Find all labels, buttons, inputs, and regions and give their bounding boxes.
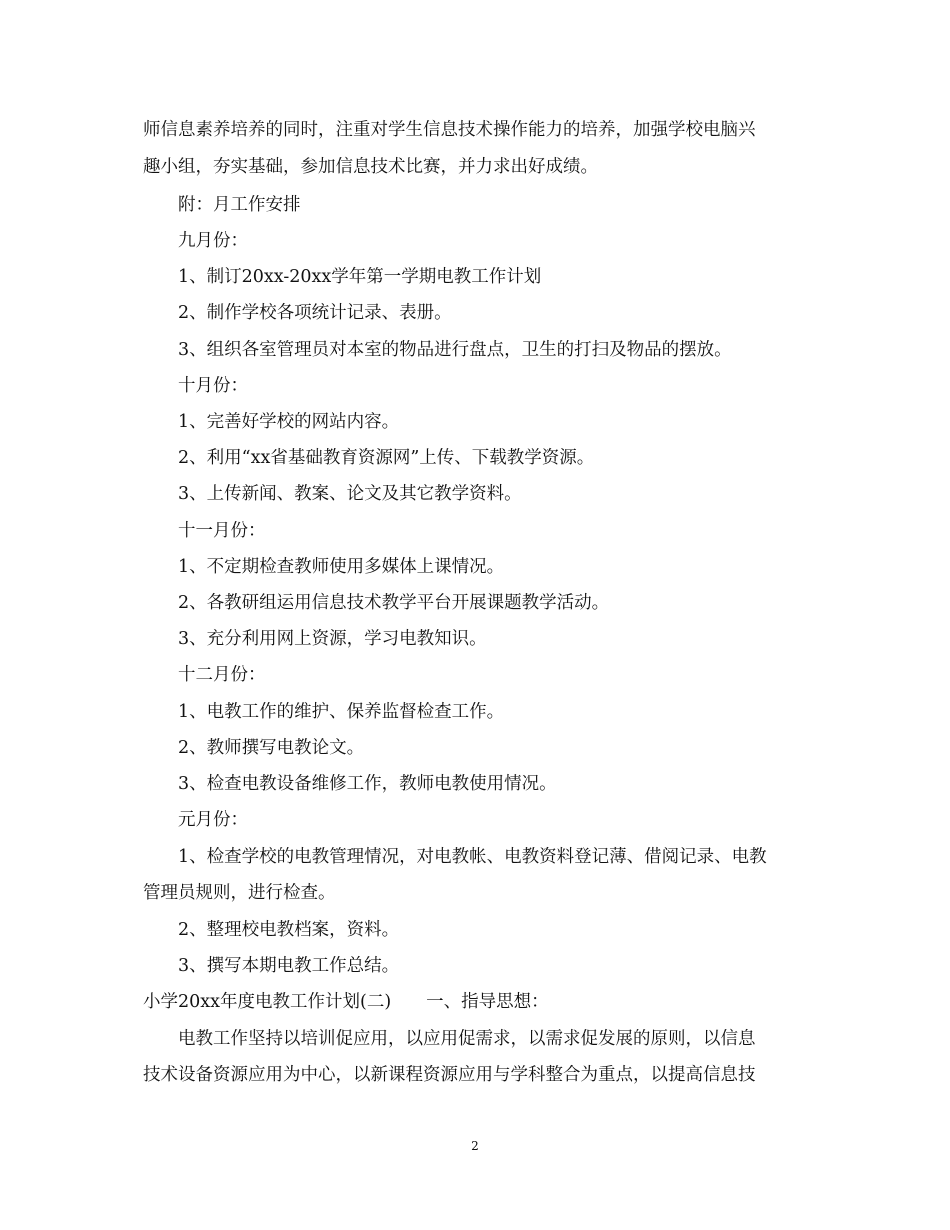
text-line: 电教工作坚持以培训促应用，以应用促需求，以需求促发展的原则，以信息 (178, 1029, 756, 1049)
text-line: 十月份： (178, 376, 248, 396)
text-line: 2、制作学校各项统计记录、表册。 (178, 303, 452, 323)
text-line: 1、检查学校的电教管理情况，对电教帐、电教资料登记薄、借阅记录、电教 (178, 847, 767, 867)
text-line: 管理员规则，进行检查。 (143, 883, 336, 903)
text-line: 2、利用“xx省基础教育资源网”上传、下载教学资源。 (178, 448, 595, 468)
text-line: 3、撰写本期电教工作总结。 (178, 956, 400, 976)
text-line: 趣小组，夯实基础，参加信息技术比赛，并力求出好成绩。 (143, 157, 598, 177)
text-line: 2、教师撰写电教论文。 (178, 738, 365, 758)
text-line: 技术设备资源应用为中心，以新课程资源应用与学科整合为重点，以提高信息技 (143, 1065, 756, 1085)
text-line: 2、各教研组运用信息技术教学平台开展课题教学活动。 (178, 593, 610, 613)
text-line: 1、不定期检查教师使用多媒体上课情况。 (178, 557, 505, 577)
text-line: 2、整理校电教档案，资料。 (178, 920, 400, 940)
section-heading: 小学20xx年度电教工作计划(二) 一、指导思想： (143, 992, 549, 1012)
text-line: 1、电教工作的维护、保养监督检查工作。 (178, 702, 505, 722)
text-line: 1、完善好学校的网站内容。 (178, 412, 400, 432)
text-line: 元月份： (178, 810, 248, 830)
text-line: 十一月份： (178, 521, 266, 541)
page-number: 2 (471, 1139, 479, 1153)
text-line: 3、组织各室管理员对本室的物品进行盘点，卫生的打扫及物品的摆放。 (178, 340, 732, 360)
text-line: 附：月工作安排 (178, 195, 301, 215)
text-line: 3、上传新闻、教案、论文及其它教学资料。 (178, 484, 522, 504)
text-line: 十二月份： (178, 665, 266, 685)
text-line: 3、充分利用网上资源，学习电教知识。 (178, 629, 487, 649)
text-line: 1、制订20xx-20xx学年第一学期电教工作计划 (178, 267, 542, 287)
text-line: 九月份： (178, 231, 248, 251)
text-line: 3、检查电教设备维修工作，教师电教使用情况。 (178, 774, 557, 794)
text-line: 师信息素养培养的同时，注重对学生信息技术操作能力的培养，加强学校电脑兴 (143, 120, 756, 140)
